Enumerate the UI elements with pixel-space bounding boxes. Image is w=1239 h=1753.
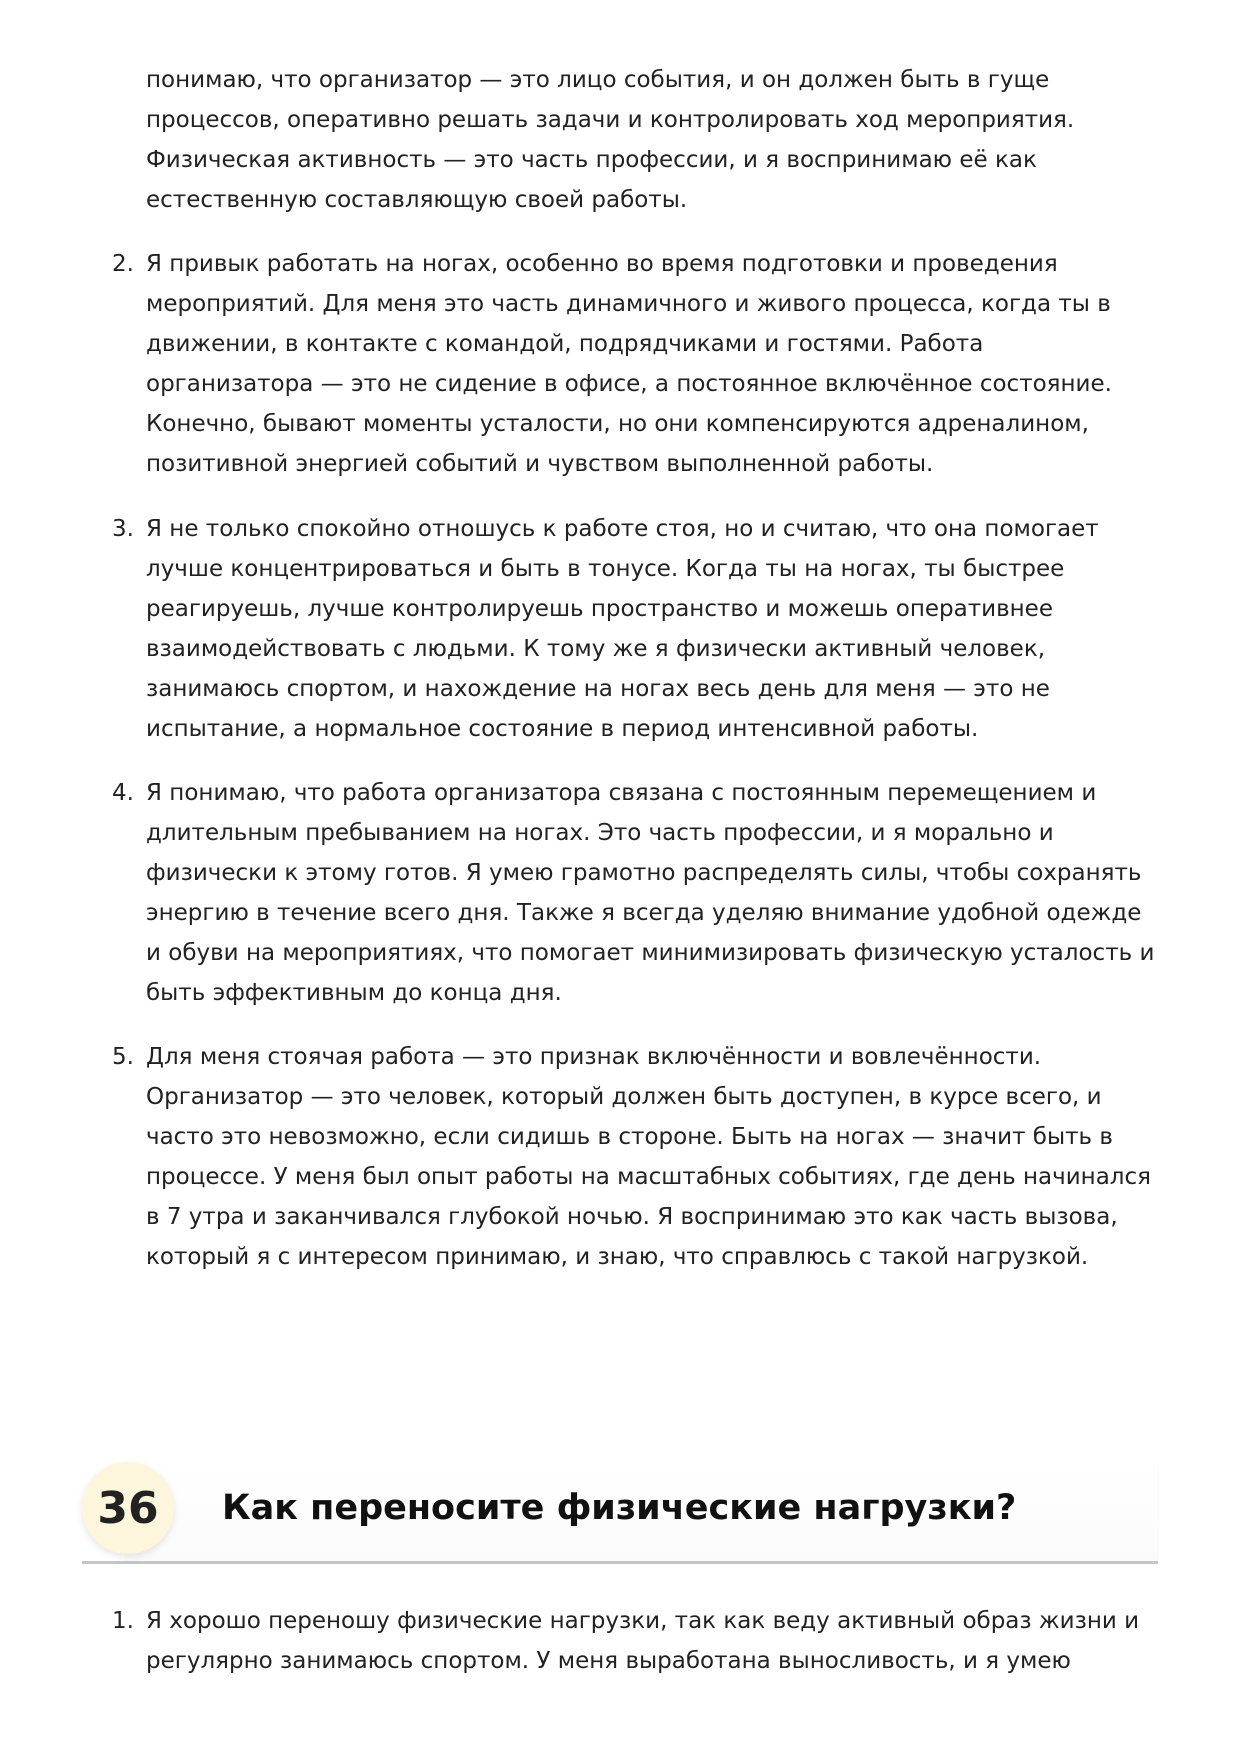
intro-paragraph: понимаю, что организатор — это лицо события, и он должен быть в гуще процессов, оперативно решать задачи и контролировать ход мероприятия. Физическая активность — это часть профессии, и я воспринимаю её как естественную составляющую своей работы. bbox=[146, 67, 1075, 213]
answer-item-2 bbox=[112, 244, 1156, 484]
answer-text: Я не только спокойно отношусь к работе стоя, но и считаю, что она помогает лучше концентрироваться и быть в тонусе. Когда ты на ногах, ты быстрее реагируешь, лучше контролируешь пространство и можешь оперативнее взаимодействовать с людьми. К тому же я физически активный человек, занимаюсь спортом, и нахождение на ногах весь день для меня — это не испытание, а нормальное состояние в период интенсивной работы. bbox=[146, 516, 1099, 742]
answer-text: Для меня стоячая работа — это признак включённости и вовлечённости. Организатор — это человек, который должен быть доступен, в курсе всего, и часто это невозможно, если сидишь в стороне. Быть на ногах — значит быть в процессе. У меня был опыт работы на масштабных событиях, где день начинался в 7 утра и заканчивался глубокой ночью. Я воспринимаю это как часть вызова, который я с интересом принимаю, и знаю, что справлюсь с такой нагрузкой. bbox=[146, 1044, 1151, 1270]
next-answer-item-1 bbox=[112, 1601, 1156, 1681]
answer-item-3 bbox=[112, 509, 1156, 749]
answer-number: 3. bbox=[112, 516, 134, 542]
answer-number: 4. bbox=[112, 780, 134, 806]
answer-number: 1. bbox=[112, 1608, 134, 1634]
question-number-badge: 36 bbox=[82, 1462, 174, 1554]
answer-number: 5. bbox=[112, 1044, 134, 1070]
answer-number: 2. bbox=[112, 251, 134, 277]
answer-text: Я хорошо переношу физические нагрузки, так как веду активный образ жизни и регулярно занимаюсь спортом. У меня выработана выносливость, и я умею bbox=[146, 1608, 1140, 1674]
question-divider bbox=[82, 1561, 1158, 1564]
answer-text: Я привык работать на ногах, особенно во время подготовки и проведения мероприятий. Для меня это часть динамичного и живого процесса, когда ты в движении, в контакте с командой, подрядчиками и гостями. Работа организатора — это не сидение в офисе, а постоянное включённое состояние. Конечно, бывают моменты усталости, но они компенсируются адреналином, позитивной энергией событий и чувством выполненной работы. bbox=[146, 251, 1112, 477]
answer-item-5 bbox=[112, 1037, 1156, 1277]
question-title: Как переносите физические нагрузки? bbox=[222, 1488, 1017, 1528]
question-header bbox=[82, 1462, 1158, 1564]
answer-item-4 bbox=[112, 773, 1156, 1013]
answer-text: Я понимаю, что работа организатора связана с постоянным перемещением и длительным пребыванием на ногах. Это часть профессии, и я морально и физически к этому готов. Я умею грамотно распределять силы, чтобы сохранять энергию в течение всего дня. Также я всегда уделяю внимание удобной одежде и обуви на мероприятиях, что помогает минимизировать физическую усталость и быть эффективным до конца дня. bbox=[146, 780, 1155, 1006]
